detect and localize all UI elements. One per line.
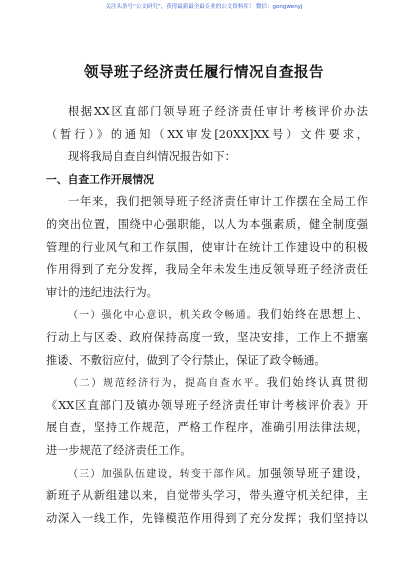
intro-line-2: （暂行）》的通知（XX审发[20XX]XX号）文件要求，	[46, 127, 368, 141]
paragraph-line: 《XX区直部门及镇办领导班子经济责任审计考核评价表》开	[46, 398, 368, 412]
paragraph-line	[46, 372, 368, 395]
paragraph-line: 管理的行业风气和工作氛围，使审计在统计工作建设中的积极	[46, 240, 368, 254]
intro-line-3: 现将我局自查自纠情况报告如下：	[68, 150, 236, 164]
header-banner: 关注头条号“公文研究”，获得最新最全最专业的公文资料库！ 微信：gongwenyj	[105, 4, 303, 10]
paragraph-line: 作用得到了充分发挥，我局全年未发生违反领导班子经济责任	[46, 263, 368, 277]
paragraph-line: 进一步规范了经济责任工作。	[46, 443, 192, 457]
paragraph-text: 我们始终认真贯彻	[266, 376, 368, 390]
paragraph-line	[46, 304, 368, 327]
paragraph-line	[46, 463, 368, 486]
paragraph-line: 推诿、不敷衍应付，做到了令行禁止，保证了政令畅通。	[46, 353, 326, 367]
subheading-lead: （二）规范经济行为，提高自查水平。	[68, 378, 267, 390]
subheading-lead: （一）强化中心意识，机关政令畅通。	[68, 310, 258, 322]
section-heading: 一、自查工作开展情况	[46, 172, 154, 186]
paragraph-text: 加强领导班子建设，	[257, 466, 368, 480]
document-body	[46, 101, 368, 530]
paragraph-line: 审计的违纪违法行为。	[46, 285, 158, 299]
document-title: 领导班子经济责任履行情况自查报告	[84, 64, 324, 81]
paragraph-line: 的突出位置，围绕中心强职能，以人为本强素质，健全制度强	[46, 217, 368, 231]
paragraph-line: 行动上与区委、政府保持高度一致，坚决安排，工作上不搪塞	[46, 330, 368, 344]
paragraph-text: 我们始终在思想上、	[257, 308, 368, 322]
paragraph-line: 新班子从新组建以来，自觉带头学习，带头遵守机关纪律，主	[46, 489, 368, 503]
paragraph-line: 一年来，我们把领导班子经济责任审计工作摆在全局工作	[68, 195, 368, 209]
subheading-lead: （三）加强队伍建设，转变干部作风。	[68, 468, 258, 480]
intro-line-1: 根据XX区直部门领导班子经济责任审计考核评价办法	[68, 105, 368, 118]
paragraph-line: 动深入一线工作，先锋模范作用得到了充分发挥；我们坚持以	[46, 511, 368, 525]
paragraph-line: 展自查，坚持工作规范，严格工作程序，准确引用法律法规，	[46, 421, 368, 435]
